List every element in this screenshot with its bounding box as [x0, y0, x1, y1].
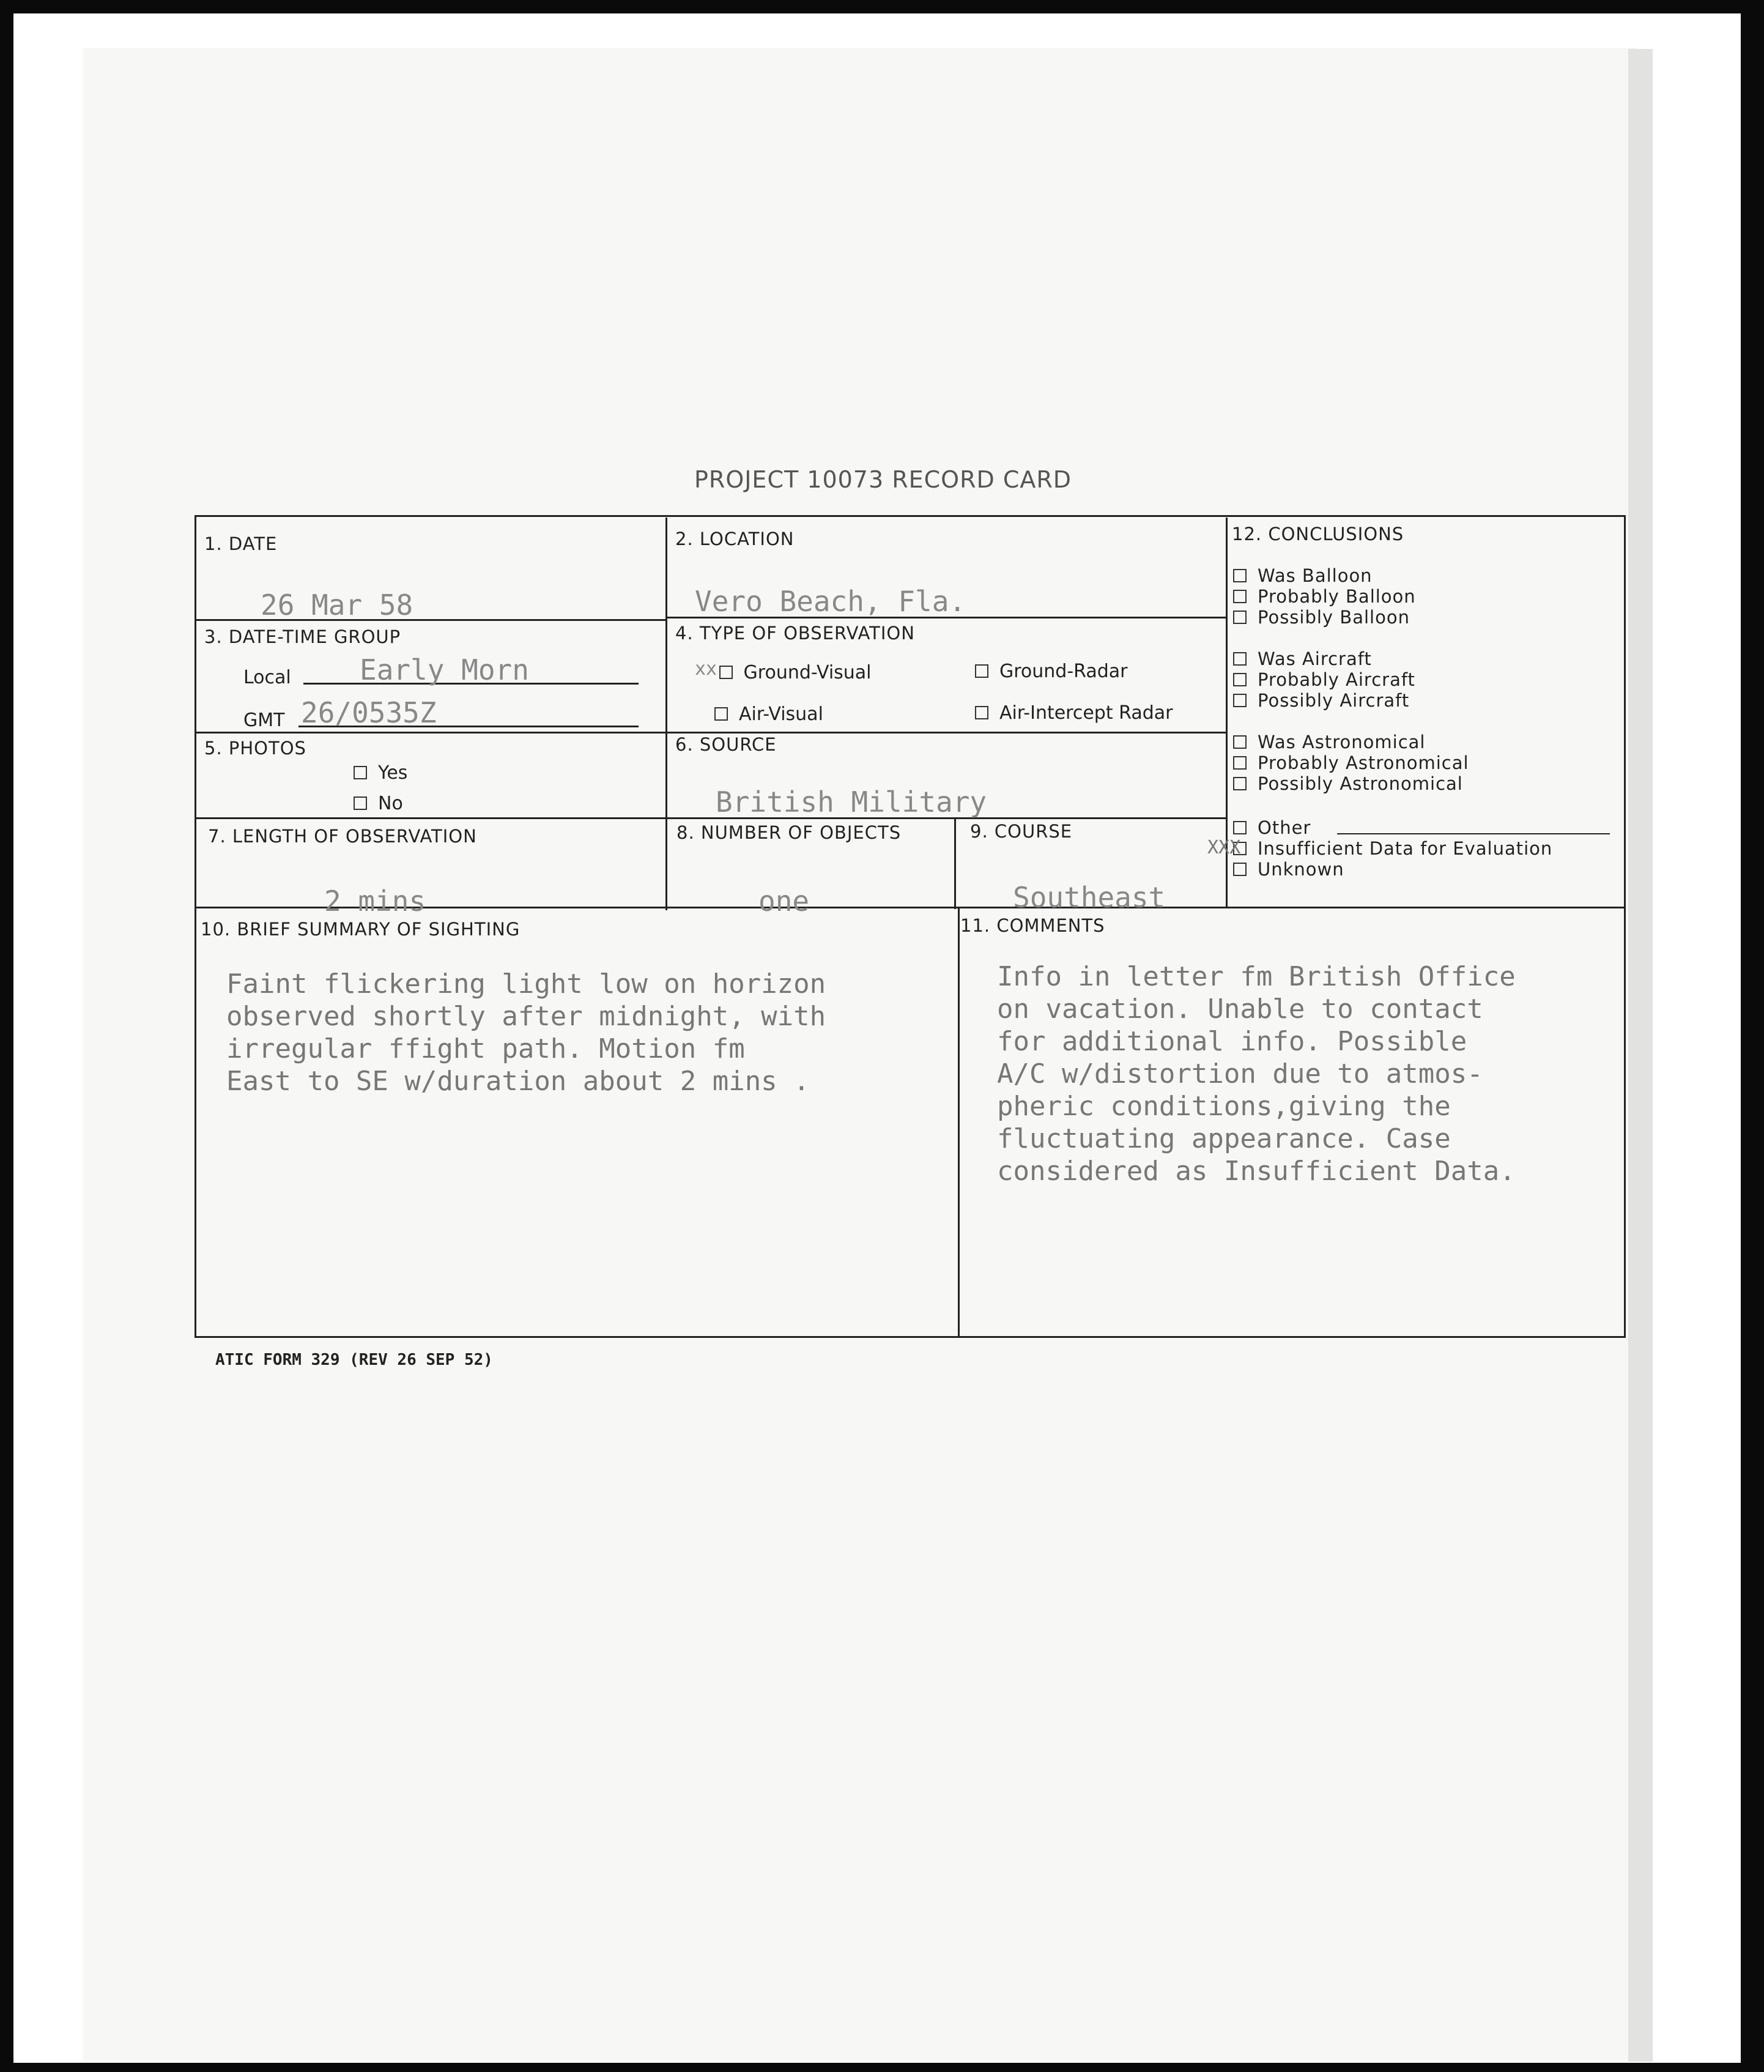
divider-v-col1 — [665, 518, 667, 910]
film-border-left — [0, 0, 13, 2072]
conclusion-possibly-balloon[interactable]: Possibly Balloon — [1233, 607, 1410, 628]
date-value: 26 Mar 58 — [261, 589, 413, 622]
film-border-bottom — [0, 2063, 1764, 2072]
checkbox-icon — [1233, 756, 1247, 770]
comments-line: on vacation. Unable to contact — [997, 993, 1483, 1025]
gmt-label: GMT — [243, 710, 285, 731]
conclusion-unknown[interactable]: Unknown — [1233, 859, 1344, 880]
film-border-right — [1741, 0, 1764, 2072]
length-label: 7. LENGTH OF OBSERVATION — [208, 826, 477, 847]
checkbox-icon — [354, 796, 367, 810]
conclusion-probably-balloon[interactable]: Probably Balloon — [1233, 586, 1416, 607]
option-ground-visual[interactable]: xx Ground-Visual — [695, 658, 872, 683]
summary-line: Faint flickering light low on horizon — [226, 968, 826, 1000]
comments-line: considered as Insufficient Data. — [997, 1156, 1516, 1187]
film-border-top — [0, 0, 1764, 13]
checkbox-icon — [1233, 694, 1247, 707]
comments-label: 11. COMMENTS — [960, 915, 1105, 936]
length-value: 2 mins — [324, 885, 426, 918]
card-title: PROJECT 10073 RECORD CARD — [694, 466, 1072, 493]
photos-label: 5. PHOTOS — [204, 738, 306, 759]
date-label: 1. DATE — [204, 533, 278, 554]
option-air-intercept-radar[interactable]: Air-Intercept Radar — [975, 702, 1173, 724]
local-value: Early Morn — [360, 653, 529, 686]
checkbox-icon — [1233, 863, 1247, 876]
insufficient-data-check-mark: XXX — [1207, 837, 1241, 858]
comments-line: A/C w/distortion due to atmos- — [997, 1058, 1483, 1090]
summary-line: East to SE w/duration about 2 mins . — [226, 1066, 810, 1097]
paper-edge-shadow — [1628, 49, 1653, 2062]
checkbox-icon — [975, 664, 988, 678]
course-label: 9. COURSE — [970, 821, 1073, 842]
checkbox-icon — [1233, 673, 1247, 686]
date-time-group-label: 3. DATE-TIME GROUP — [204, 626, 401, 647]
gmt-value: 26/0535Z — [301, 696, 437, 729]
number-of-objects-label: 8. NUMBER OF OBJECTS — [676, 822, 902, 843]
source-value: British Military — [716, 785, 987, 819]
photos-option-yes[interactable]: Yes — [354, 762, 407, 784]
divider-v-course — [954, 817, 956, 909]
checkbox-icon — [719, 666, 733, 679]
checkbox-icon — [1233, 652, 1247, 666]
checkbox-icon — [1233, 569, 1247, 582]
conclusion-insufficient-data[interactable]: Insufficient Data for Evaluation — [1233, 838, 1552, 859]
conclusions-label: 12. CONCLUSIONS — [1232, 524, 1404, 544]
conclusion-probably-aircraft[interactable]: Probably Aircraft — [1233, 669, 1415, 690]
conclusion-was-aircraft[interactable]: Was Aircraft — [1233, 648, 1372, 669]
observation-type-label: 4. TYPE OF OBSERVATION — [675, 623, 915, 644]
local-label: Local — [243, 667, 291, 688]
comments-text — [997, 960, 1516, 1187]
summary-label: 10. BRIEF SUMMARY OF SIGHTING — [201, 919, 521, 940]
comments-line: fluctuating appearance. Case — [997, 1123, 1451, 1154]
summary-text — [226, 968, 826, 1097]
checkbox-icon — [975, 706, 988, 719]
divider-h-row2 — [196, 732, 1226, 733]
course-value: Southeast — [1013, 881, 1166, 914]
conclusion-possibly-astronomical[interactable]: Possibly Astronomical — [1233, 773, 1463, 794]
checkbox-icon — [714, 707, 728, 721]
comments-line: Info in letter fm British Office — [997, 961, 1516, 992]
conclusion-other[interactable]: Other — [1233, 817, 1311, 838]
conclusion-was-astronomical[interactable]: Was Astronomical — [1233, 732, 1425, 752]
conclusion-was-balloon[interactable]: Was Balloon — [1233, 565, 1373, 586]
summary-line: irregular ffight path. Motion fm — [226, 1033, 745, 1064]
divider-v-bottom — [958, 908, 960, 1336]
option-ground-radar[interactable]: Ground-Radar — [975, 661, 1128, 682]
checkbox-icon — [1233, 611, 1247, 624]
checkbox-icon — [1233, 821, 1247, 834]
conclusion-probably-astronomical[interactable]: Probably Astronomical — [1233, 752, 1469, 773]
checkbox-icon — [1233, 735, 1247, 749]
comments-line: pheric conditions,giving the — [997, 1091, 1451, 1122]
location-label: 2. LOCATION — [675, 529, 795, 549]
summary-line: observed shortly after midnight, with — [226, 1001, 826, 1032]
photos-option-no[interactable]: No — [354, 793, 403, 814]
source-label: 6. SOURCE — [675, 734, 777, 755]
number-of-objects-value: one — [758, 885, 810, 918]
divider-h-row3 — [196, 817, 1226, 819]
conclusion-possibly-aircraft[interactable]: Possibly Aircraft — [1233, 690, 1409, 711]
form-footer: ATIC FORM 329 (REV 26 SEP 52) — [215, 1351, 493, 1369]
other-fill-line — [1337, 833, 1610, 834]
option-air-visual[interactable]: Air-Visual — [714, 704, 823, 725]
checkbox-icon — [1233, 777, 1247, 790]
checkbox-icon — [354, 766, 367, 779]
checkbox-icon — [1233, 590, 1247, 603]
comments-line: for additional info. Possible — [997, 1026, 1467, 1057]
location-value: Vero Beach, Fla. — [695, 585, 966, 618]
check-mark: xx — [695, 658, 717, 680]
